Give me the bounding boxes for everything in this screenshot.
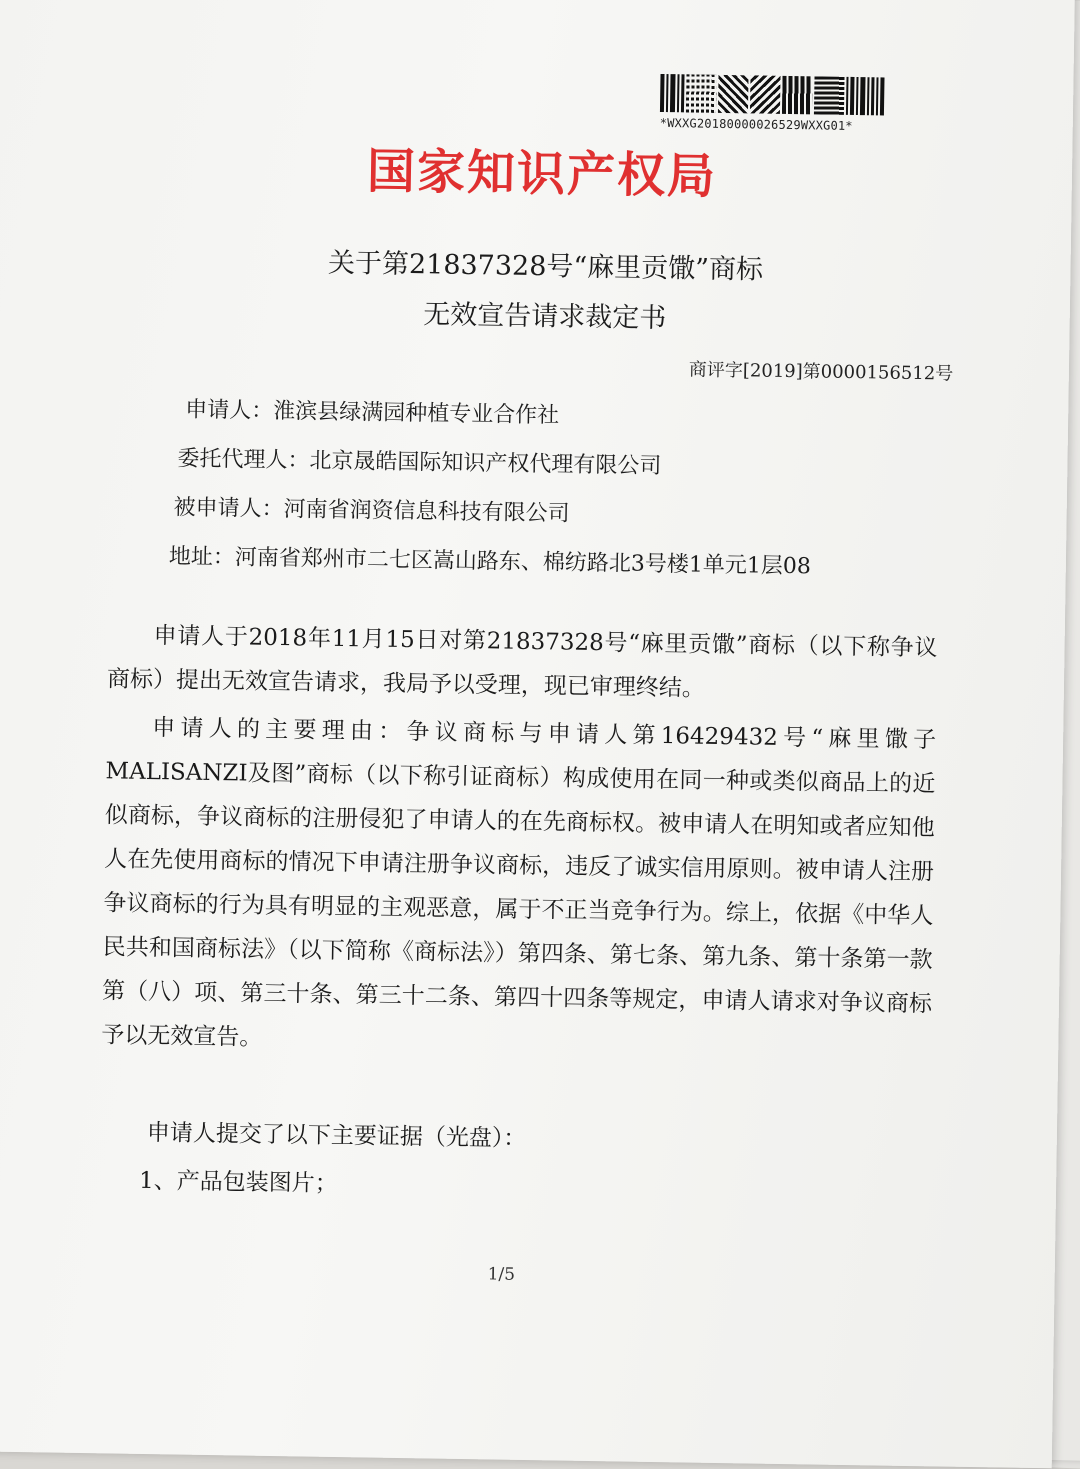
agent-line: 委托代理人：北京晟皓国际知识产权代理有限公司 — [177, 446, 662, 480]
reference-number: 商评字[2019]第0000156512号 — [688, 359, 954, 385]
evidence-item-1: 1、产品包装图片； — [138, 1167, 338, 1198]
title-line-1: 关于第21837328号“麻里贡馓”商标 — [327, 247, 764, 286]
title-line-2: 无效宣告请求裁定书 — [422, 299, 667, 335]
address-line: 地址：河南省郑州市二七区嵩山路东、棉纺路北3号楼1单元1层08 — [168, 544, 812, 580]
respondent-line: 被申请人：河南省润资信息科技有限公司 — [173, 495, 570, 527]
agency-name: 国家知识产权局 — [366, 143, 718, 205]
barcode-bars — [660, 74, 921, 116]
paragraph-reasons: 申请人的主要理由：争议商标与申请人第16429432号“麻里馓子MALISANZI及图”商标（以下称引证商标）构成使用在同一种或类似商品上的近似商标，争议商标的注册侵犯了申请人的在先商标权。被申请人在明知或者应知他人在先使用商标的情况下申请注册争议商标，违反了诚实信用原则。被申请人注册争议商标的行为具有明显的主观恶意，属于不正当竞争行为。综上，依据《中华人民共和国商标法》（以下简称《商标法》）第四条、第七条、第九条、第十条第一款第（八）项、第三十条、第三十二条、第四十四条等规定，申请人请求对争议商标予以无效宣告。 — [101, 715, 937, 1051]
barcode-text: *WXXG20180000026529WXXG01* — [659, 115, 853, 133]
applicant-line: 申请人：淮滨县绿满园种植专业合作社 — [185, 397, 560, 429]
barcode — [660, 74, 921, 134]
document-title — [309, 238, 781, 345]
page-number: 1/5 — [487, 1264, 516, 1285]
paragraph-filing: 申请人于2018年11月15日对第21837328号“麻里贡馓”商标（以下称争议商标）提出无效宣告请求，我局予以受理，现已审理终结。 — [106, 623, 938, 702]
evidence-intro: 申请人提交了以下主要证据（光盘）： — [146, 1120, 527, 1152]
